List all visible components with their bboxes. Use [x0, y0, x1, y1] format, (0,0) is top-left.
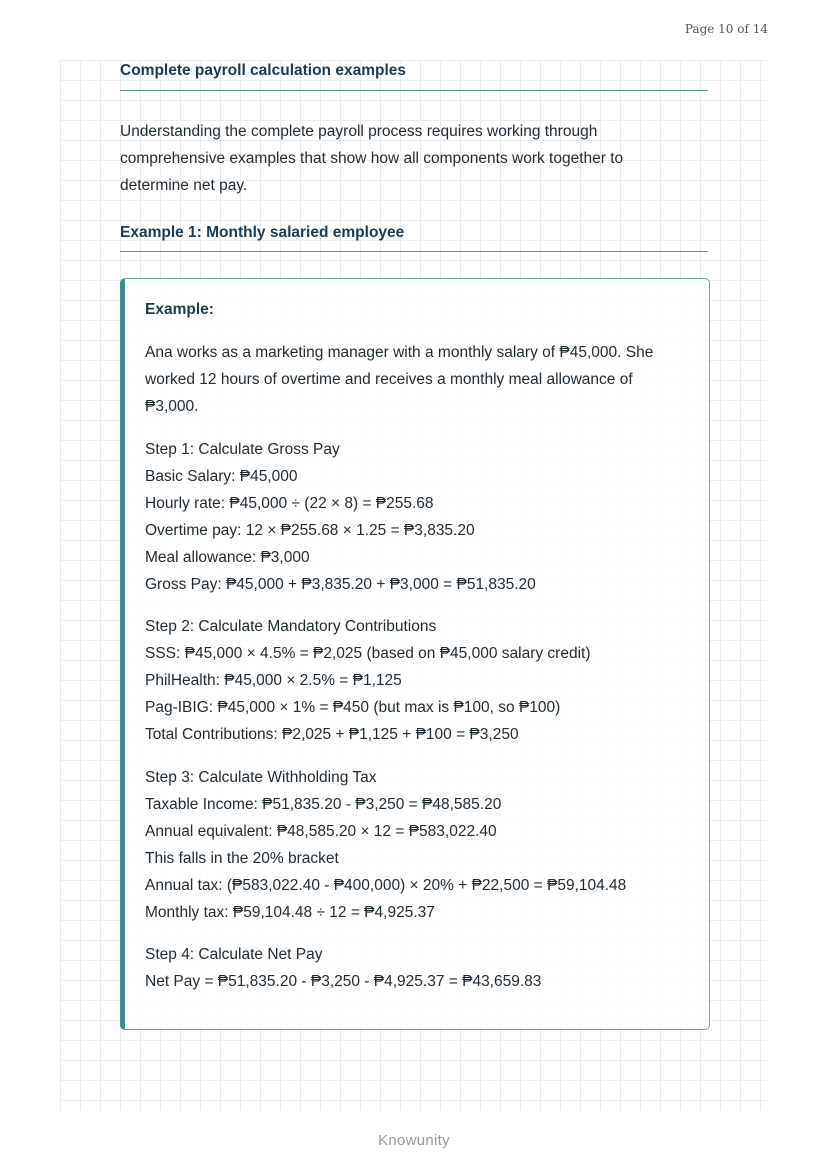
- section-intro: Understanding the complete payroll process requires working through comprehensive examples that show how all components work together to determine net pay.: [120, 123, 624, 194]
- section-title: Complete payroll calculation examples: [120, 62, 406, 79]
- step-line: Hourly rate: ₱45,000 ÷ (22 × 8) = ₱255.68: [145, 495, 434, 512]
- step-line: PhilHealth: ₱45,000 × 2.5% = ₱1,125: [145, 672, 402, 689]
- step-line: SSS: ₱45,000 × 4.5% = ₱2,025 (based on ₱45,000 salary credit): [145, 645, 591, 662]
- example-subtitle-divider: [120, 251, 708, 252]
- step-heading: Step 1: Calculate Gross Pay: [145, 441, 340, 458]
- step-heading: Step 4: Calculate Net Pay: [145, 946, 323, 963]
- page-number: Page 10 of 14: [684, 22, 768, 36]
- step-line: Monthly tax: ₱59,104.48 ÷ 12 = ₱4,925.37: [145, 904, 435, 921]
- step-line: Pag-IBIG: ₱45,000 × 1% = ₱450 (but max is ₱100, so ₱100): [145, 699, 561, 716]
- step-line: Net Pay = ₱51,835.20 - ₱3,250 - ₱4,925.37 = ₱43,659.83: [145, 973, 542, 990]
- step-line: Overtime pay: 12 × ₱255.68 × 1.25 = ₱3,835.20: [145, 522, 475, 539]
- step-withholding-tax: [145, 764, 705, 926]
- step-gross-pay: [145, 436, 705, 598]
- example-callout-box: [120, 278, 710, 1030]
- step-line: Annual equivalent: ₱48,585.20 × 12 = ₱583,022.40: [145, 823, 497, 840]
- footer-brand: Knowunity: [378, 1132, 450, 1149]
- step-mandatory-contributions: [145, 613, 705, 748]
- step-line: Taxable Income: ₱51,835.20 - ₱3,250 = ₱48,585.20: [145, 796, 502, 813]
- step-net-pay: [145, 941, 705, 995]
- example-label: Example:: [145, 301, 214, 318]
- step-line: Annual tax: (₱583,022.40 - ₱400,000) × 20% + ₱22,500 = ₱59,104.48: [145, 877, 627, 894]
- section-title-divider: [120, 90, 708, 91]
- step-heading: Step 3: Calculate Withholding Tax: [145, 769, 377, 786]
- example-intro: Ana works as a marketing manager with a monthly salary of ₱45,000. She worked 12 hours of overtime and receives a monthly meal allowance of ₱3,000.: [145, 344, 654, 415]
- step-line: Gross Pay: ₱45,000 + ₱3,835.20 + ₱3,000 = ₱51,835.20: [145, 576, 536, 593]
- step-heading: Step 2: Calculate Mandatory Contributions: [145, 618, 437, 635]
- step-line: Basic Salary: ₱45,000: [145, 468, 298, 485]
- step-line: Meal allowance: ₱3,000: [145, 549, 310, 566]
- example-subtitle: Example 1: Monthly salaried employee: [120, 224, 405, 241]
- step-line: Total Contributions: ₱2,025 + ₱1,125 + ₱100 = ₱3,250: [145, 726, 519, 743]
- step-line: This falls in the 20% bracket: [145, 850, 339, 867]
